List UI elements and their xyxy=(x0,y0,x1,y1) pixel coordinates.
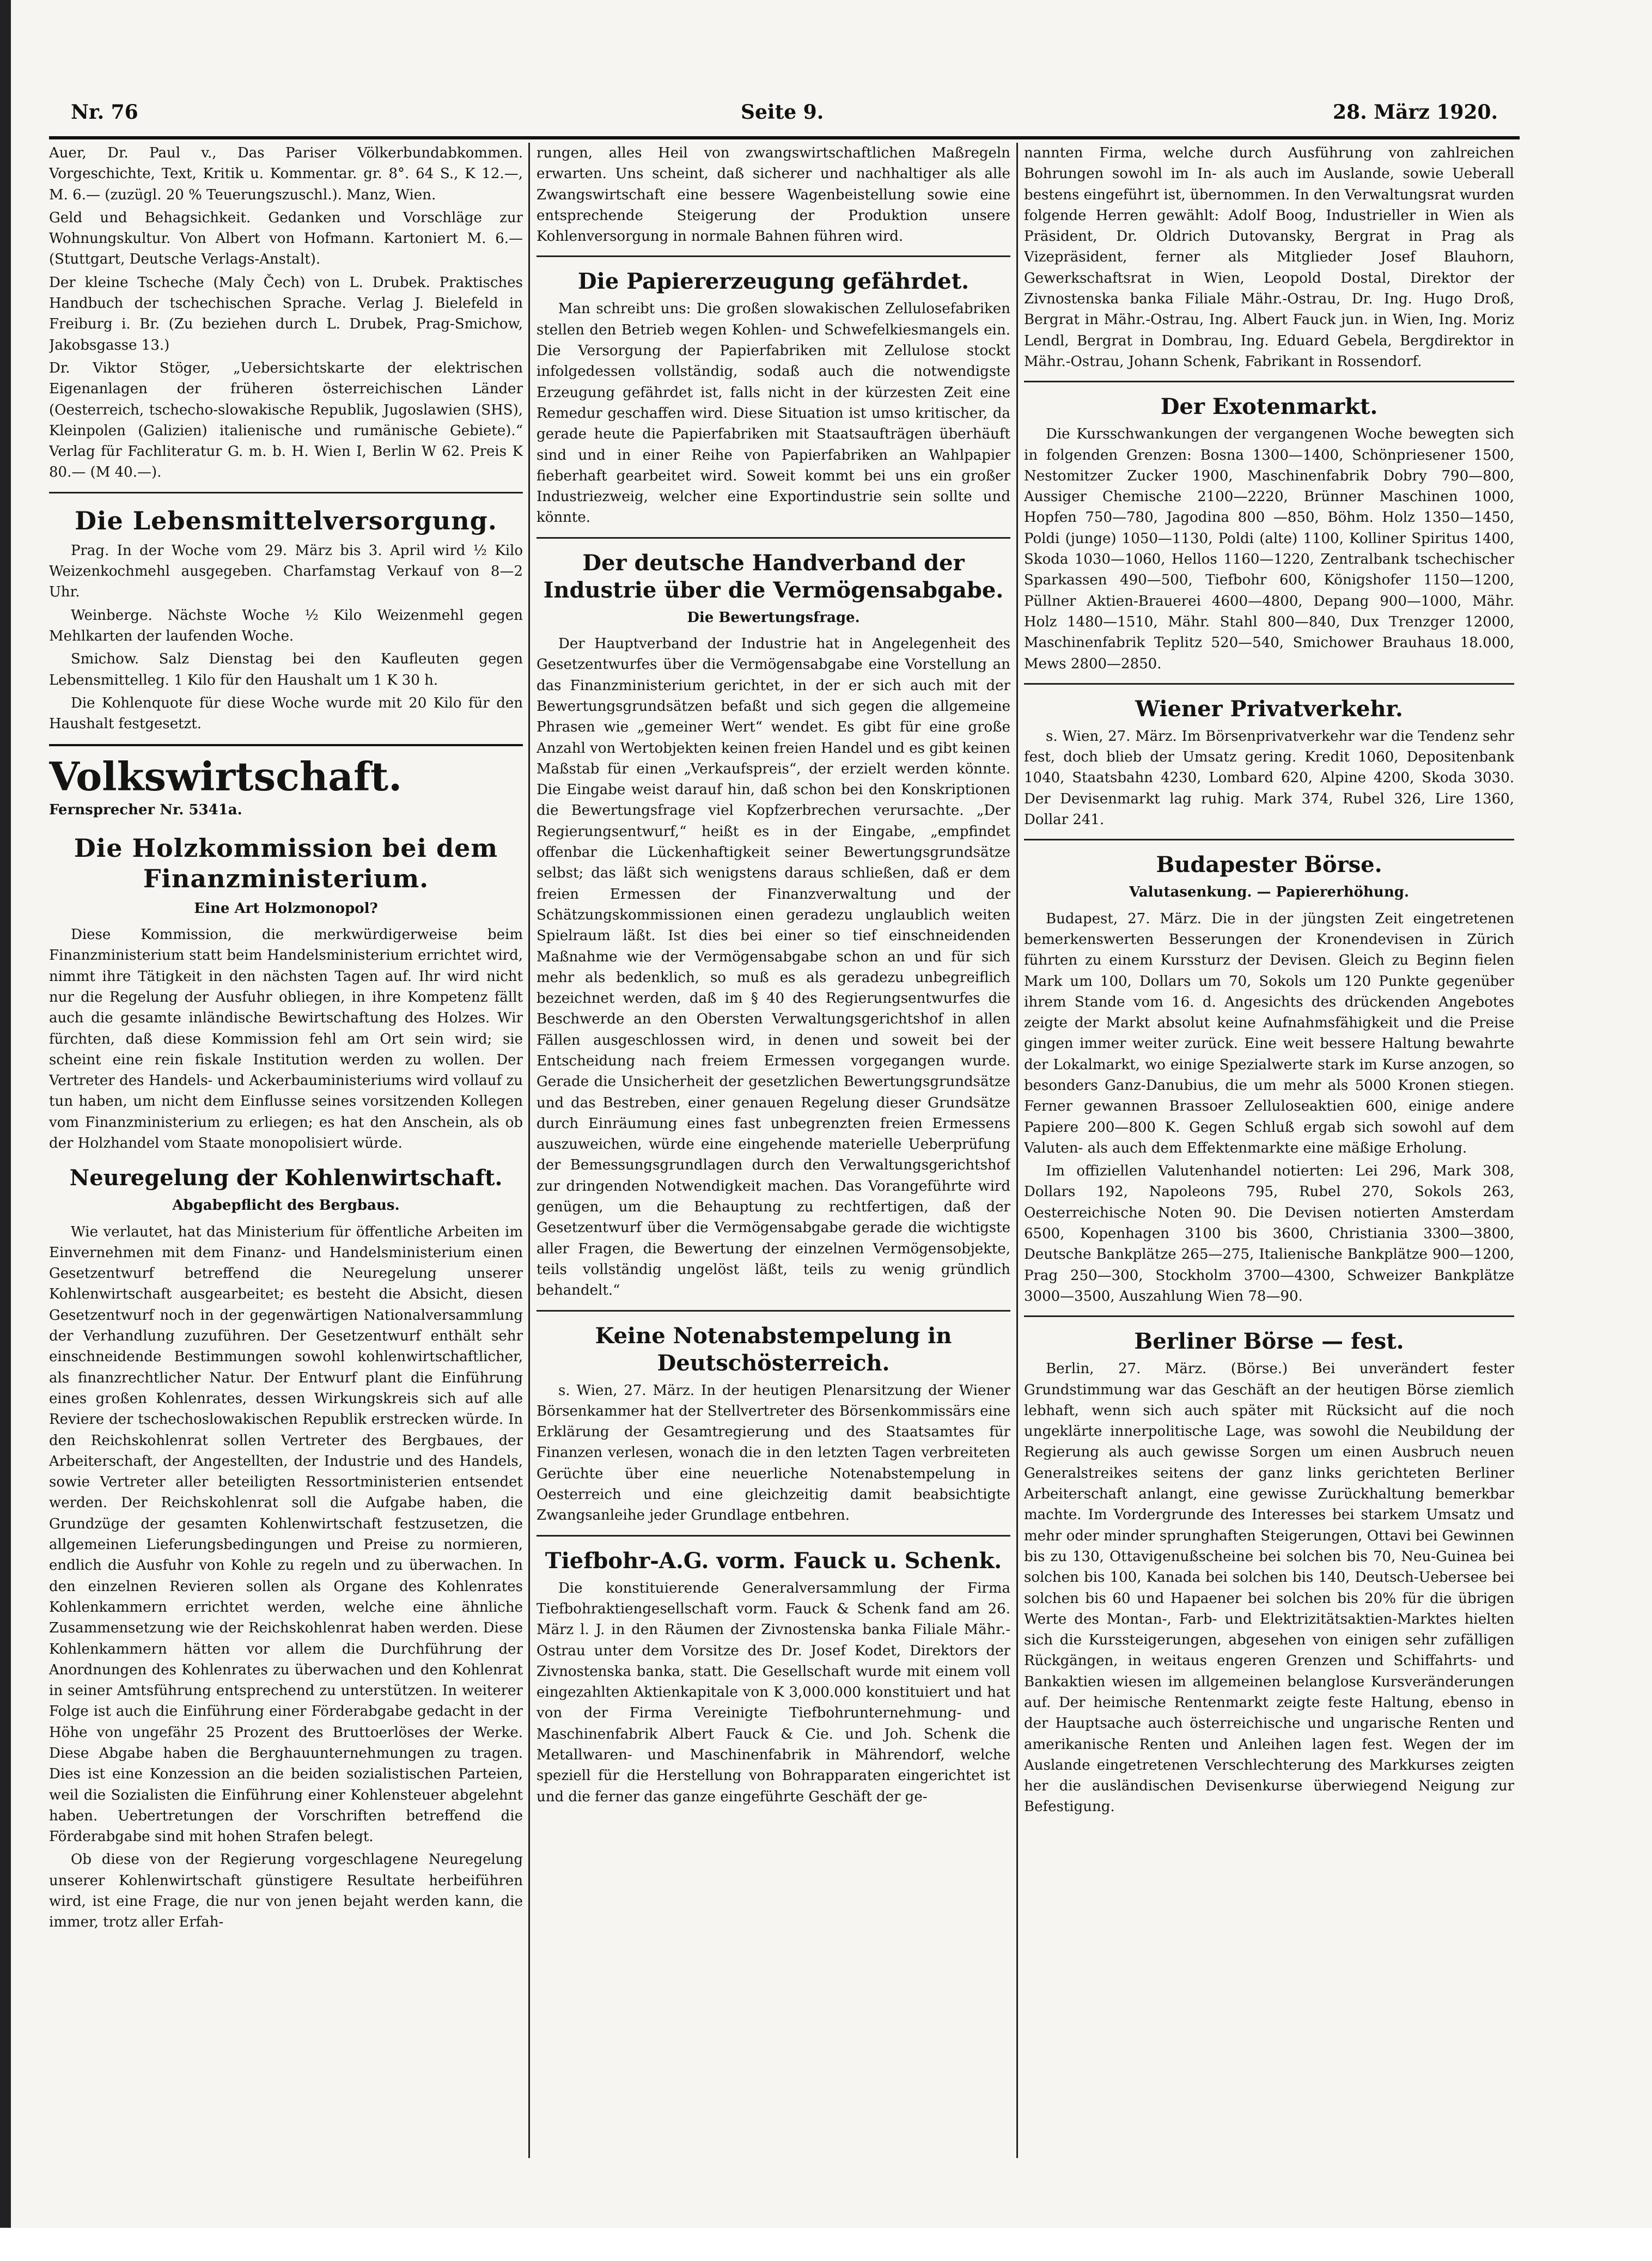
header-rule xyxy=(49,136,1520,139)
article-paragraph: Der Hauptverband der Industrie hat in Angelegenheit des Gesetzentwurfes über die Vermögensabgabe eine Vorstellung an das Finanzministerium gerichtet, in der er sich auch mit der Bewertungsgrundsätzen befaßt und sich gegen die allgemeine Phrasen wie „gemeiner Wert“ wendet. Es gibt für eine große Anzahl von Wertobjekten keinen freien Handel und es gibt keinen Maßstab für einen „Verkaufspreis“, der erzielt werden könnte. Die Eingabe weist darauf hin, daß schon bei den Konskriptionen die Bewertungsfrage viel Kopfzerbrechen verursachte. „Der Regierungsentwurf,“ heißt es in der Eingabe, „empfindet offenbar die Lückenhaftigkeit seiner Bewertungsgrundsätze selbst; das läßt sich wenigstens daraus schließen, daß er dem freien Ermessen der Finanzverwaltung und der Schätzungskommissionen einen geradezu unglaublich weiten Spielraum läßt. Ist dies bei einer so tief einschneidenden Maßnahme wie der Vermögensabgabe schon an und für sich mehr als bedenklich, so muß es als geradezu unbegreiflich bezeichnet werden, daß im § 40 des Regierungsentwurfes die Beschwerde an den Obersten Verwaltungsgerichtshof in allen Fällen ausgeschlossen wird, in denen und soweit bei der Entscheidung nach freiem Ermessen vorgegangen wurde. Gerade die Unsicherheit der gesetzlichen Bewertungsgrundsätze und das Bestreben, einer genauen Regelung dieser Grundsätze durch Einräumung eines fast unbegrenzten freien Ermessens auszuweichen, würde eine eingehende materielle Ueberprüfung der Bemessungsgrundlagen durch den Verwaltungsgerichtshof zur dringenden Notwendigkeit machen. Das Vorangeführte wird genügen, um die Behauptung zu rechtfertigen, daß der Gesetzentwurf über die Vermögensabgabe gerade die wichtigste aller Fragen, die Bewertung der einzelnen Vermögensobjekte, teils vollständig ungelöst läßt, teils zu wenig gründlich behandelt.“ xyxy=(537,636,1010,1299)
article-title: Die Holzkommission bei dem Finanzministerium. xyxy=(74,833,498,893)
section-phone: Fernsprecher Nr. 5341a. xyxy=(49,802,242,819)
article-paragraph: Budapest, 27. März. Die in der jüngsten Zeit eingetretenen bemerkenswerten Besserungen der Kronendevisen in Zürich führten zu einem Kurssturz der Devisen. Gleich zu Beginn fielen Mark um 100, Dollars um 70, Sokols um 120 Punkte gegenüber ihrem Stande vom 16. d. Angesichts des drückenden Angebotes zeigte der Markt absolut keine Aufnahmsfähigkeit und die Preise gingen immer weiter zurück. Eine weit bessere Haltung bewahrte der Lokalmarkt, wo einige Spezialwerte stark im Kurse anzogen, so besonders Ganz-Danubius, die um mehr als 5000 Kronen stiegen. Ferner gewannen Brassoer Zelluloseaktien 600, einige andere Papiere 200—800 K. Gegen Schluß ergab sich sowohl auf dem Valuten- als auch dem Effektenmarkte eine mäßige Erholung. xyxy=(1024,910,1514,1156)
article-title: Tiefbohr-A.G. vorm. Fauck u. Schenk. xyxy=(545,1547,1002,1574)
article-subtitle: Eine Art Holzmonopol? xyxy=(194,900,378,917)
page-margin xyxy=(0,2228,1652,2261)
column-rule xyxy=(528,143,530,2158)
divider xyxy=(1024,381,1514,382)
article-continuation: nannten Firma, welche durch Ausführung von zahlreichen Bohrungen sowohl im In- als auch im Auslande, sowie Ueberall bestens eingeführt ist, übernommen. In den Verwaltungsrat wurden folgende Herren gewählt: Adolf Boog, Industrieller in Wien als Präsident, Dr. Oldrich Dutovansky, Bergrat in Prag als Vizepräsident, ferner als Mitglieder Josef Blauhorn, Gewerkschaftsrat in Wien, Leopold Dostal, Direktor der Zivnostenska banka Filiale Mähr.-Ostrau, Dr. Ing. Hugo Droß, Bergrat in Mähr.-Ostrau, Ing. Albert Fauck jun. in Wien, Ing. Moriz Lendl, Bergrat in Dombrau, Ing. Eduard Gebela, Bergdirektor in Mähr.-Ostrau, Johann Schenk, Fabrikant in Rossendorf. xyxy=(1024,145,1514,370)
divider xyxy=(49,744,523,746)
article-continuation: rungen, alles Heil von zwangswirtschaftlichen Maßregeln erwarten. Uns scheint, daß sicherer und nachhaltiger als alle Zwangswirtschaft eine bessere Wagenbeistellung sowie eine entsprechende Steigerung der Produktion unsere Kohlenversorgung in normale Bahnen führen wird. xyxy=(537,145,1010,245)
article-subtitle: Valutasenkung. — Papiererhöhung. xyxy=(1129,884,1409,901)
article-title: Die Papiererzeugung gefährdet. xyxy=(577,269,970,295)
issue-number: Nr. 76 xyxy=(71,101,138,124)
book-notice: Auer, Dr. Paul v., Das Pariser Völkerbundabkommen. Vorgeschichte, Text, Kritik u. Kommentar. gr. 8°. 64 S., K 12.—, M. 6.— (zuzügl. 20 % Teuerungszuschl.). Manz, Wien. xyxy=(49,145,523,203)
divider xyxy=(1024,1315,1514,1317)
article-paragraph: Prag. In der Woche vom 29. März bis 3. April wird ½ Kilo Weizenkochmehl ausgegeben. Charfamstag Verkauf von 8—2 Uhr. xyxy=(49,542,523,601)
divider xyxy=(537,537,1010,539)
article-paragraph: s. Wien, 27. März. Im Börsenprivatverkehr war die Tendenz sehr fest, doch blieb der Umsatz gering. Kredit 1060, Depositenbank 1040, Staatsbahn 4230, Lombard 620, Alpine 4200, Skoda 3030. Der Devisenmarkt lag ruhig. Mark 374, Rubel 326, Lire 1360, Dollar 241. xyxy=(1024,728,1514,828)
page-number: Seite 9. xyxy=(741,101,824,124)
article-paragraph: Smichow. Salz Dienstag bei den Kaufleuten gegen Lebensmittelleg. 1 Kilo für den Haushalt um 1 K 30 h. xyxy=(49,651,523,688)
divider xyxy=(537,255,1010,257)
book-notice: Geld und Behagsichkeit. Gedanken und Vorschläge zur Wohnungskultur. Von Albert von Hofmann. Kartoniert M. 6.— (Stuttgart, Deutsche Verlags-Anstalt). xyxy=(49,209,523,268)
article-title: Der Exotenmarkt. xyxy=(1160,394,1378,420)
divider xyxy=(49,492,523,493)
article-paragraph: Die Kursschwankungen der vergangenen Woche bewegten sich in folgenden Grenzen: Bosna 1300—1400, Schönpriesener 1500, Nestomitzer Zucker 1900, Maschinenfabrik Dobry 790—800, Aussiger Chemische 2100—2220, Brünner Maschinen 1000, Hopfen 750—780, Jagodina 800 —850, Böhm. Holz 1350—1450, Poldi (junge) 1050—1130, Poldi (alte) 1100, Kolliner Spiritus 1400, Skoda 1030—1060, Hellos 1160—1220, Zentralbank tschechischer Sparkassen 490—500, Tiefbohr 600, Königshofer 1150—1200, Püllner Aktien-Brauerei 4600—4800, Depang 900—1000, Mähr. Holz 1480—1510, Mähr. Stahl 800—840, Dux Trenzger 12000, Maschinenfabrik Teplitz 520—540, Smichower Brauhaus 18.000, Mews 2800—2850. xyxy=(1024,426,1514,672)
article-title: Die Lebensmittelversorgung. xyxy=(75,505,497,535)
article-paragraph: Berlin, 27. März. (Börse.) Bei unverändert fester Grundstimmung war das Geschäft an der heutigen Börse ziemlich lebhaft, wenn sich auch später mit Rücksicht auf die noch ungeklärte innerpolitische Lage, was sowohl die Neubildung der Regierung als auch gewisse Sorgen um einen Ausbruch neuen Generalstreikes seitens der ganz links gerichteten Berliner Arbeiterschaft anlangt, eine gewisse Zurückhaltung bemerkbar machte. Im Vordergrunde des Interesses bei starkem Umsatz und mehr oder minder sprunghaften Steigerungen, Ottavi bei Gewinnen bis zu 130, Ottavigenußscheine bei solchen bis 70, Neu-Guinea bei solchen bis 100, Kanada bei solchen bis 140, Deutsch-Uebersee bei solchen bis 60 und Hapaener bei solchen bis 20% für die übrigen Werte des Montan-, Farb- und Elektrizitätsaktien-Marktes hielten sich die Kurssteigerungen, abgesehen von einigen sehr zufälligen Rückgängen, in weitaus engeren Grenzen und Schiffahrts- und Bankaktien wiesen im allgemeinen belanglose Kursveränderungen auf. Der heimische Rentenmarkt zeigte feste Haltung, ebenso in der Hauptsache auch österreichische und ungarische Renten und amerikanische Renten und Anleihen lagen fest. Wegen der im Auslande eingetretenen Verschlechterung des Markkurses zeigten her die ausländischen Devisenkurse überwiegend Neigung zur Befestigung. xyxy=(1024,1361,1514,1815)
article-title: Keine Notenabstempelung in Deutschösterreich. xyxy=(595,1323,952,1376)
article-paragraph: Im offiziellen Valutenhandel notierten: Lei 296, Mark 308, Dollars 192, Napoleons 795, Rubel 270, Sokols 263, Oesterreichische Noten 90. Die Devisen notierten Amsterdam 6500, Kopenhagen 3100 bis 3600, Christiania 3300—3800, Deutsche Bankplätze 265—275, Italienische Bankplätze 900—1200, Prag 250—300, Stockholm 3700—4300, Schweizer Bankplätze 3000—3500, Auszahlung Wien 78—90. xyxy=(1024,1163,1514,1305)
article-paragraph: s. Wien, 27. März. In der heutigen Plenarsitzung der Wiener Börsenkammer hat der Stellvertreter des Börsenkommissärs eine Erklärung der Gesamtregierung und des Staatsamtes für Finanzen verlesen, wonach die in den letzten Tagen verbreiteten Gerüchte über eine neuerliche Notenabstempelung in Oesterreich und eine gleichzeitig damit beabsichtigte Zwangsanleihe jeder Grundlage entbehren. xyxy=(537,1382,1010,1524)
article-subtitle: Die Bewertungsfrage. xyxy=(687,609,860,626)
article-paragraph: Diese Kommission, die merkwürdigerweise beim Finanzministerium statt beim Handelsministerium errichtet wird, nimmt ihre Tätigkeit in den nächsten Tagen auf. Ihr wird nicht nur die Regelung der Ausfuhr obliegen, in ihre Kompetenz fällt auch die gesamte inländische Bewirtschaftung des Holzes. Wir fürchten, daß diese Kommission fehl am Ort sein wird; sie scheint eine rein fiskale Institution werden zu wollen. Der Vertreter des Handels- und Ackerbauministeriums wird vollauf zu tun haben, um nicht dem Einflusse seines vorsitzenden Kollegen vom Finanzministerium zu erliegen; es hat den Anschein, als ob der Holzhandel vom Staate monopolisiert würde. xyxy=(49,927,523,1151)
article-paragraph: Die konstituierende Generalversammlung der Firma Tiefbohraktiengesellschaft vorm. Fauck & Schenk fand am 26. März l. J. in den Räumen der Zivnostenska banka Filiale Mähr.-Ostrau unter dem Vorsitze des Dr. Josef Kodet, Direktors der Zivnostenska banka, statt. Die Gesellschaft wurde mit einem voll eingezahlten Aktienkapitale von K 3,000.000 konstituiert und hat von der Firma Vereinigte Tiefbohrunternehmung- und Maschinenfabrik Albert Fauck & Cie. und Joh. Schenk die Metallwaren- und Maschinenfabrik in Mährendorf, welche speziell für die Herstellung von Bohrapparaten eingerichtet ist und die ferner das ganze eingeführte Geschäft der ge- xyxy=(537,1580,1010,1805)
article-title: Wiener Privatverkehr. xyxy=(1135,696,1403,722)
column-3 xyxy=(1024,143,1514,2158)
article-paragraph: Wie verlautet, hat das Ministerium für öffentliche Arbeiten im Einvernehmen mit dem Finanz- und Handelsministerium einen Gesetzentwurf betreffend die Neuregelung unserer Kohlenwirtschaft ausgearbeitet; es besteht die Absicht, diesen Gesetzentwurf noch in der gegenwärtigen Nationalversammlung der Verhandlung zuzuführen. Der Gesetzentwurf enthält sehr einschneidende Bestimmungen sowohl kohlenwirtschaftlicher, als finanzrechtlicher Natur. Der Entwurf plant die Einführung eines großen Kohlenrates, dessen Wirkungskreis sich auf alle Reviere der tschechoslowakischen Republik erstrecken würde. In den Reichskohlenrat sollen Vertreter des Bergbaues, der Arbeiterschaft, der Angestellten, der Industrie und des Handels, sowie Vertreter aller beteiligten Ressortministerien entsendet werden. Der Reichskohlenrat soll die Aufgabe haben, die Grundzüge der gesamten Kohlenwirtschaft festzusetzen, die allgemeinen Lieferungsbedingungen und Preise zu normieren, endlich die Ausfuhr von Kohle zu regeln und zu überwachen. In den einzelnen Revieren sollen als Organe des Kohlenrates Kohlenkammern errichtet werden, welche eine ähnliche Zusammensetzung wie der Reichskohlenrat haben werden. Diese Kohlenkammern hätten vor allem die Durchführung der Anordnungen des Kohlenrates zu überwachen und den Kohlenrat in seiner Amtsführung entsprechend zu unterstützen. In weiterer Folge ist auch die Einführung einer Förderabgabe gedacht in der Höhe von ungefähr 25 Prozent des Bruttoerlöses der Werke. Diese Abgabe haben die Berghauunternehmungen zu tragen. Dies ist eine Konzession an die beiden sozialistischen Parteien, weil die Sozialisten die Einführung einer Kohlensteuer abgelehnt haben. Uebertretungen der Vorschriften betreffend die Förderabgabe sind mit hohen Strafen belegt. xyxy=(49,1223,523,1845)
article-paragraph: Man schreibt uns: Die großen slowakischen Zellulosefabriken stellen den Betrieb wegen Kohlen- und Schwefelkiesmangels ein. Die Versorgung der Papierfabriken mit Zellulose stockt infolgedessen vollständig, sodaß auch die notwendigste Erzeugung gefährdet ist, falls nicht in der kürzesten Zeit eine Remedur geschaffen wird. Diese Situation ist umso kritischer, da gerade heute die Papierfabriken mit Staatsaufträgen überhäuft sind und in einer Reihe von Papierfabriken an Wahlpapier fieberhaft gearbeitet wird. Soweit kommt bei uns ein großer Industriezweig, welcher eine Exportindustrie sein sollte und könnte. xyxy=(537,301,1010,526)
section-title: Volkswirtschaft. xyxy=(49,753,403,800)
page-header xyxy=(71,95,1498,133)
article-paragraph: Die Kohlenquote für diese Woche wurde mit 20 Kilo für den Haushalt festgesetzt. xyxy=(49,694,523,733)
divider xyxy=(1024,839,1514,840)
issue-date: 28. März 1920. xyxy=(1332,101,1498,124)
book-notice: Dr. Viktor Stöger, „Uebersichtskarte der elektrischen Eigenanlagen der früheren österreichischen Länder (Oesterreich, tschecho-slowakische Republik, Jugoslawien (SHS), Kleinpolen (Galizien) italienische und rumänische Gebiete).“ Verlag für Fachliteratur G. m. b. H. Wien I, Berlin W 62. Preis K 80.— (M 40.—). xyxy=(49,359,523,481)
column-rule xyxy=(1016,143,1018,2158)
article-title: Budapester Börse. xyxy=(1156,852,1382,878)
column-2 xyxy=(537,143,1010,2158)
divider xyxy=(537,1310,1010,1312)
scan-edge xyxy=(0,0,11,2261)
divider xyxy=(1024,683,1514,685)
article-title: Der deutsche Handverband der Industrie über die Vermögensabgabe. xyxy=(543,550,1004,603)
column-1 xyxy=(49,143,523,2158)
article-paragraph: Ob diese von der Regierung vorgeschlagene Neuregelung unserer Kohlenwirtschaft günstigere Resultate herbeiführen wird, ist eine Frage, die nur von jenen bejaht werden kann, die immer, trotz aller Erfah- xyxy=(49,1851,523,1931)
article-paragraph: Weinberge. Nächste Woche ½ Kilo Weizenmehl gegen Mehlkarten der laufenden Woche. xyxy=(49,607,523,644)
article-title: Neuregelung der Kohlenwirtschaft. xyxy=(69,1165,503,1191)
book-notice: Der kleine Tscheche (Maly Čech) von L. Drubek. Praktisches Handbuch der tschechischen Sprache. Verlag J. Bielefeld in Freiburg i. Br. (Zu beziehen durch L. Drubek, Prag-Smichow, Jakobsgasse 13.) xyxy=(49,274,523,354)
article-title: Berliner Börse — fest. xyxy=(1134,1328,1404,1355)
article-subtitle: Abgabepflicht des Bergbaus. xyxy=(172,1197,400,1214)
divider xyxy=(537,1535,1010,1537)
